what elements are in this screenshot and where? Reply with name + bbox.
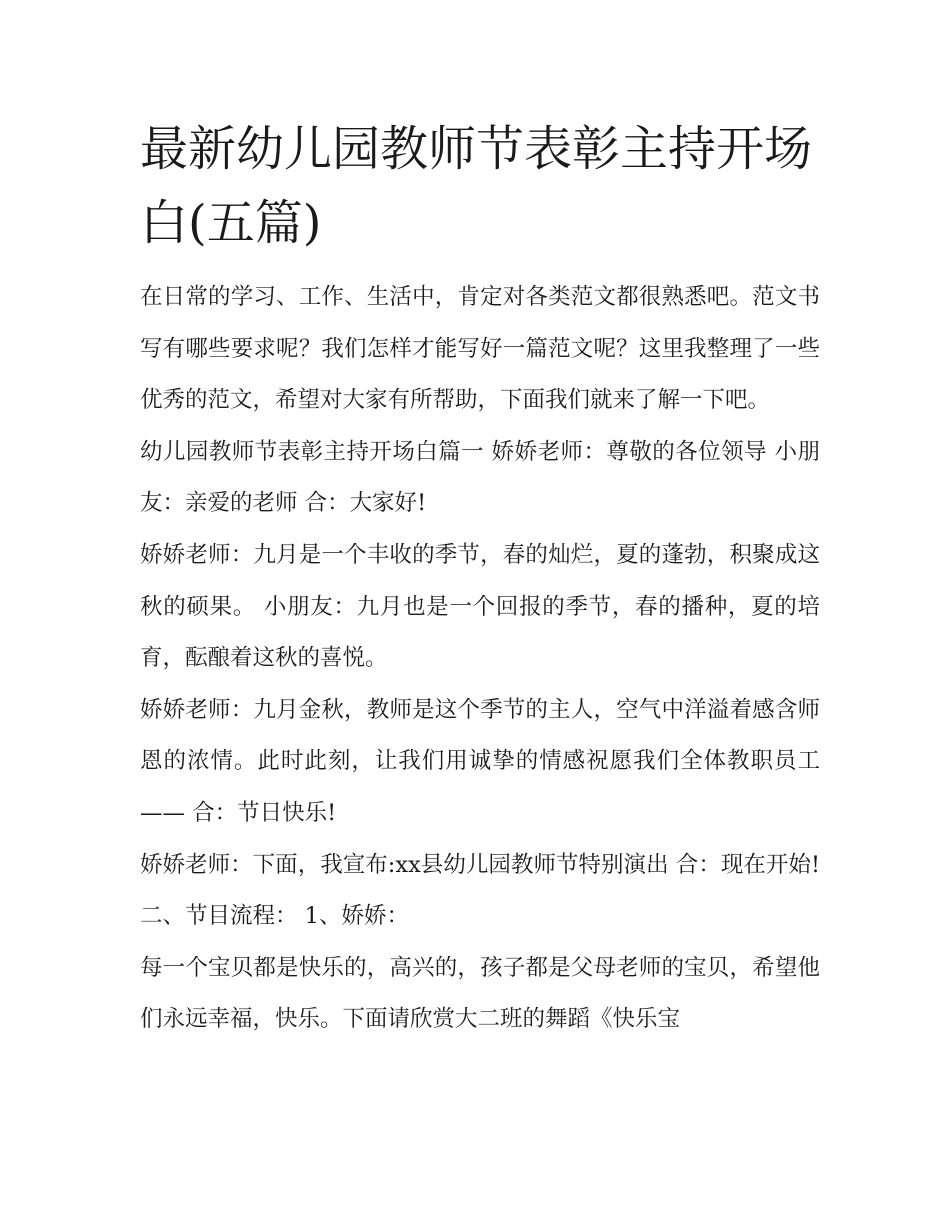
paragraph-golden-autumn: 娇娇老师：九月金秋，教师是这个季节的主人，空气中洋溢着感含师恩的浓情。此时此刻，让我们用诚挚的情感祝愿我们全体教职员工—— 合：节日快乐! [140,696,820,826]
paragraph-opening: 幼儿园教师节表彰主持开场白篇一 娇娇老师：尊敬的各位领导 小朋友：亲爱的老师 合：大家好! [140,438,820,517]
paragraph-program-one: 每一个宝贝都是快乐的，高兴的，孩子都是父母老师的宝贝，希望他们永远幸福，快乐。下面请欣赏大二班的舞蹈《快乐宝 [140,954,820,1033]
paragraph-announcement: 娇娇老师：下面，我宣布:xx县幼儿园教师节特别演出 合：现在开始! 二、节目流程： 1、娇娇： [140,851,820,930]
document-body [140,272,820,1046]
paragraph-intro: 在日常的学习、工作、生活中，肯定对各类范文都很熟悉吧。范文书写有哪些要求呢？我们怎样才能写好一篇范文呢？这里我整理了一些优秀的范文，希望对大家有所帮助，下面我们就来了解一下吧。 [140,284,820,414]
document-content [140,112,820,1046]
document-title: 最新幼儿园教师节表彰主持开场白(五篇) [140,121,813,251]
paragraph-september-harvest: 娇娇老师：九月是一个丰收的季节，春的灿烂，夏的蓬勃，积聚成这秋的硕果。 小朋友：九月也是一个回报的季节，春的播种，夏的培育，酝酿着这秋的喜悦。 [140,541,820,672]
